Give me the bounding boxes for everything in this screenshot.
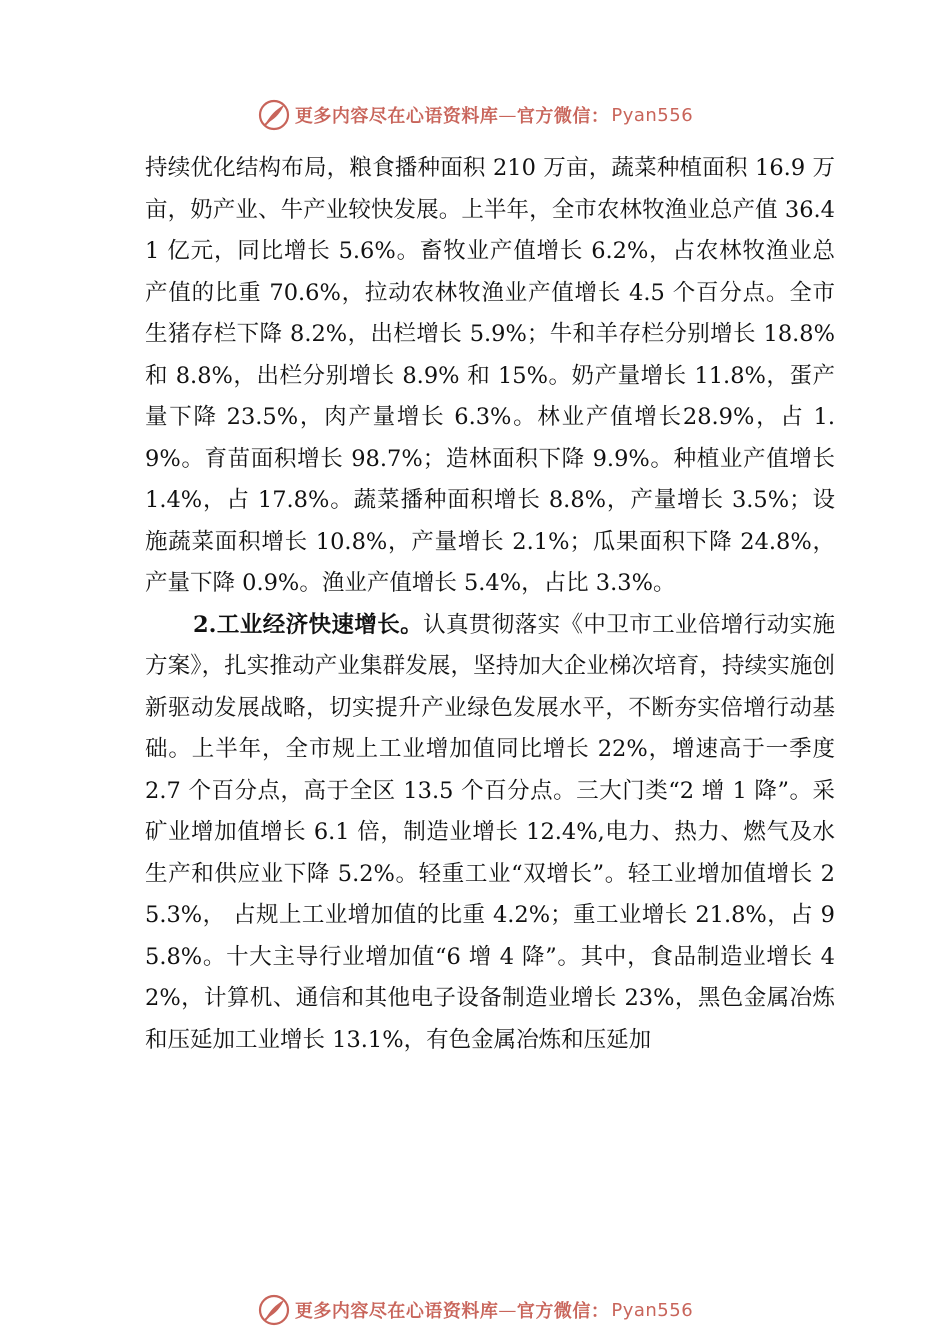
- paragraph-agriculture: 持续优化结构布局，粮食播种面积 210 万亩，蔬菜种植面积 16.9 万亩，奶产业、牛产业较快发展。上半年，全市农林牧渔业总产值 36.41 亿元，同比增长 5.6%。畜牧业产值增长 6.2%，占农林牧渔业总产值的比重 70.6%，拉动农林牧渔业产值增长 4.5 个百分点。全市生猪存栏下降 8.2%，出栏增长 5.9%；牛和羊存栏分别增长 18.8%和 8.8%，出栏分别增长 8.9% 和 15%。奶产量增长 11.8%，蛋产量下降 23.5%，肉产量增长 6.3%。林业产值增长28.9%，占 1.9%。育苗面积增长 98.7%；造林面积下降 9.9%。种植业产值增长 1.4%，占 17.8%。蔬菜播种面积增长 8.8%，产量增长 3.5%；设施蔬菜面积增长 10.8%，产量增长 2.1%；瓜果面积下降 24.8%，产量下降 0.9%。渔业产值增长 5.4%，占比 3.3%。: [145, 155, 835, 596]
- document-body: [145, 148, 835, 1061]
- watermark-header: [0, 95, 950, 135]
- watermark-dash: —: [498, 104, 517, 126]
- quill-logo-icon: [257, 98, 291, 132]
- section-heading-industry: 2.工业经济快速增长。: [193, 611, 424, 638]
- paragraph-industry: [145, 605, 835, 1062]
- watermark-title: 更多内容尽在心语资料库: [294, 1301, 499, 1322]
- watermark-wechat-label: 官方微信：: [516, 106, 610, 127]
- section-text-industry: 认真贯彻落实《中卫市工业倍增行动实施方案》，扎实推动产业集群发展，坚持加大企业梯次培育，持续实施创新驱动发展战略，切实提升产业绿色发展水平，不断夯实倍增行动基础。上半年，全市规上工业增加值同比增长 22%，增速高于一季度 2.7 个百分点，高于全区 13.5 个百分点。三大门类“2 增 1 降”。采矿业增加值增长 6.1 倍，制造业增长 12.4%,电力、热力、燃气及水生产和供应业下降 5.2%。轻重工业“双增长”。轻工业增加值增长 25.3%， 占规上工业增加值的比重 4.2%；重工业增长 21.8%，占 95.8%。十大主导行业增加值“6 增 4 降”。其中，食品制造业增长 42%，计算机、通信和其他电子设备制造业增长 23%，黑色金属冶炼和压延加工业增长 13.1%，有色金属冶炼和压延加: [145, 611, 835, 1053]
- watermark-wechat-label: 官方微信：: [516, 1301, 610, 1322]
- quill-logo-icon: [257, 1293, 291, 1327]
- watermark-dash: —: [498, 1299, 517, 1321]
- watermark-title: 更多内容尽在心语资料库: [294, 106, 499, 127]
- watermark-footer: [0, 1290, 950, 1330]
- watermark-wechat-id: Pyan556: [611, 104, 694, 126]
- watermark-wechat-id: Pyan556: [611, 1299, 694, 1321]
